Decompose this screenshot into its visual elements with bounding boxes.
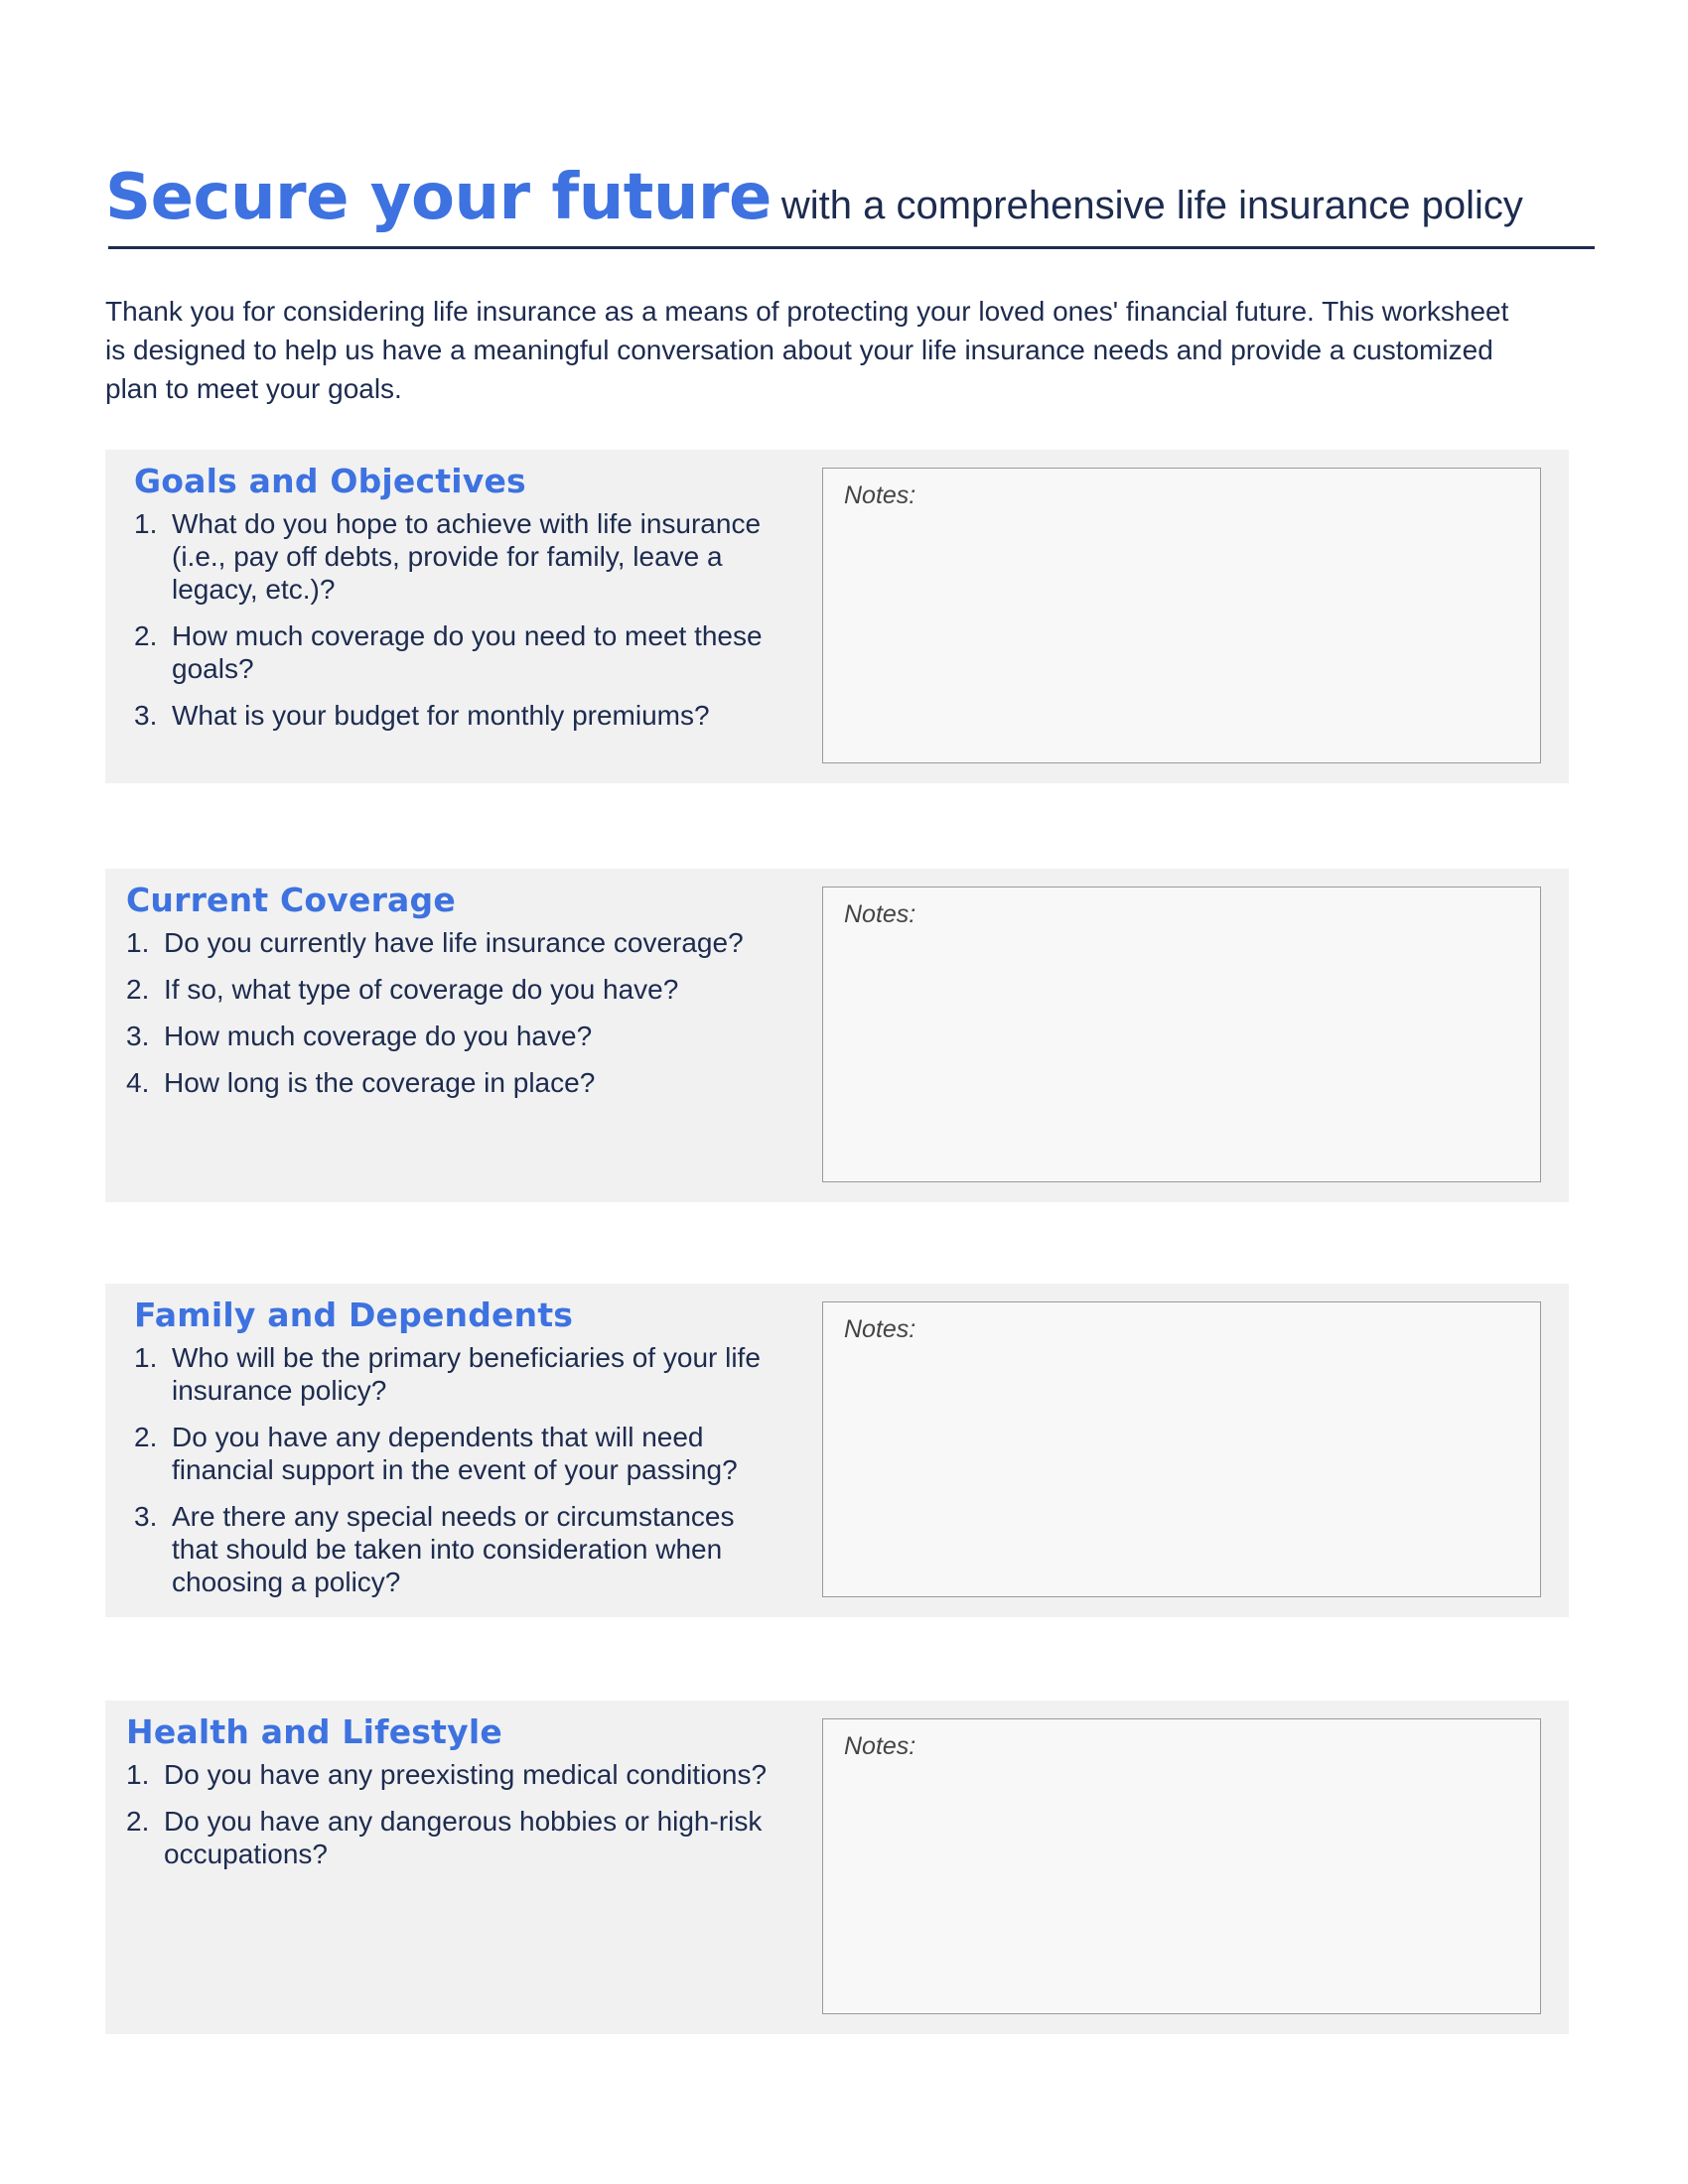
question-item <box>126 1020 772 1052</box>
question-list <box>126 926 772 1113</box>
question-text: Do you have any preexisting medical conditions? <box>164 1759 768 1790</box>
question-item <box>134 507 779 606</box>
question-number: 3. <box>134 1501 158 1532</box>
question-number: 4. <box>126 1067 150 1098</box>
question-text: Are there any special needs or circumstances that should be taken into consideration when choosing a policy? <box>172 1501 735 1597</box>
question-number: 2. <box>134 620 158 651</box>
question-list <box>134 1341 779 1612</box>
question-item <box>134 1500 779 1598</box>
title-divider <box>108 246 1595 249</box>
intro-paragraph: Thank you for considering life insurance as a means of protecting your loved ones' financial future. This worksheet is designed to help us have a meaningful conversation about your life insurance needs and provide a customized plan to meet your goals. <box>105 296 1509 404</box>
question-list <box>126 1758 772 1884</box>
question-text: How much coverage do you need to meet these goals? <box>172 620 763 684</box>
question-number: 2. <box>126 974 150 1005</box>
question-text: Do you have any dependents that will need financial support in the event of your passing? <box>172 1422 738 1485</box>
notes-field[interactable] <box>822 1718 1541 2014</box>
question-number: 1. <box>126 1759 150 1790</box>
question-number: 1. <box>134 1342 158 1373</box>
question-item <box>126 973 772 1006</box>
question-text: What do you hope to achieve with life insurance (i.e., pay off debts, provide for family, leave a legacy, etc.)? <box>172 508 762 605</box>
section-current-coverage <box>105 869 1569 1202</box>
question-item <box>126 1805 772 1870</box>
question-text: Do you currently have life insurance coverage? <box>164 927 744 958</box>
question-item <box>134 1341 779 1407</box>
question-list <box>134 507 779 746</box>
question-text: If so, what type of coverage do you have? <box>164 974 679 1005</box>
question-text: How long is the coverage in place? <box>164 1067 596 1098</box>
question-text: How much coverage do you have? <box>164 1021 593 1051</box>
question-text: Who will be the primary beneficiaries of your life insurance policy? <box>172 1342 761 1406</box>
question-item <box>126 1758 772 1791</box>
question-item <box>126 926 772 959</box>
notes-field[interactable] <box>822 1301 1541 1597</box>
question-item <box>134 699 779 732</box>
title-main: Secure your future <box>105 161 772 234</box>
section-heading: Family and Dependents <box>134 1296 574 1334</box>
notes-label: Notes: <box>844 1732 916 1760</box>
question-text: What is your budget for monthly premiums? <box>172 700 710 731</box>
question-text: Do you have any dangerous hobbies or high-risk occupations? <box>164 1806 763 1869</box>
section-family-and-dependents <box>105 1284 1569 1617</box>
page-title <box>105 161 1595 234</box>
question-item <box>134 619 779 685</box>
notes-label: Notes: <box>844 1315 916 1343</box>
notes-field[interactable] <box>822 468 1541 763</box>
question-item <box>134 1421 779 1486</box>
section-heading: Goals and Objectives <box>134 462 526 500</box>
question-number: 3. <box>134 700 158 731</box>
notes-label: Notes: <box>844 900 916 928</box>
question-item <box>126 1066 772 1099</box>
question-number: 1. <box>126 927 150 958</box>
question-number: 2. <box>134 1422 158 1452</box>
section-health-and-lifestyle <box>105 1701 1569 2034</box>
question-number: 3. <box>126 1021 150 1051</box>
notes-field[interactable] <box>822 887 1541 1182</box>
section-heading: Health and Lifestyle <box>126 1712 502 1751</box>
section-heading: Current Coverage <box>126 881 456 919</box>
title-subtitle: with a comprehensive life insurance policy <box>780 184 1523 227</box>
section-goals-and-objectives <box>105 450 1569 783</box>
question-number: 1. <box>134 508 158 539</box>
question-number: 2. <box>126 1806 150 1837</box>
notes-label: Notes: <box>844 481 916 509</box>
